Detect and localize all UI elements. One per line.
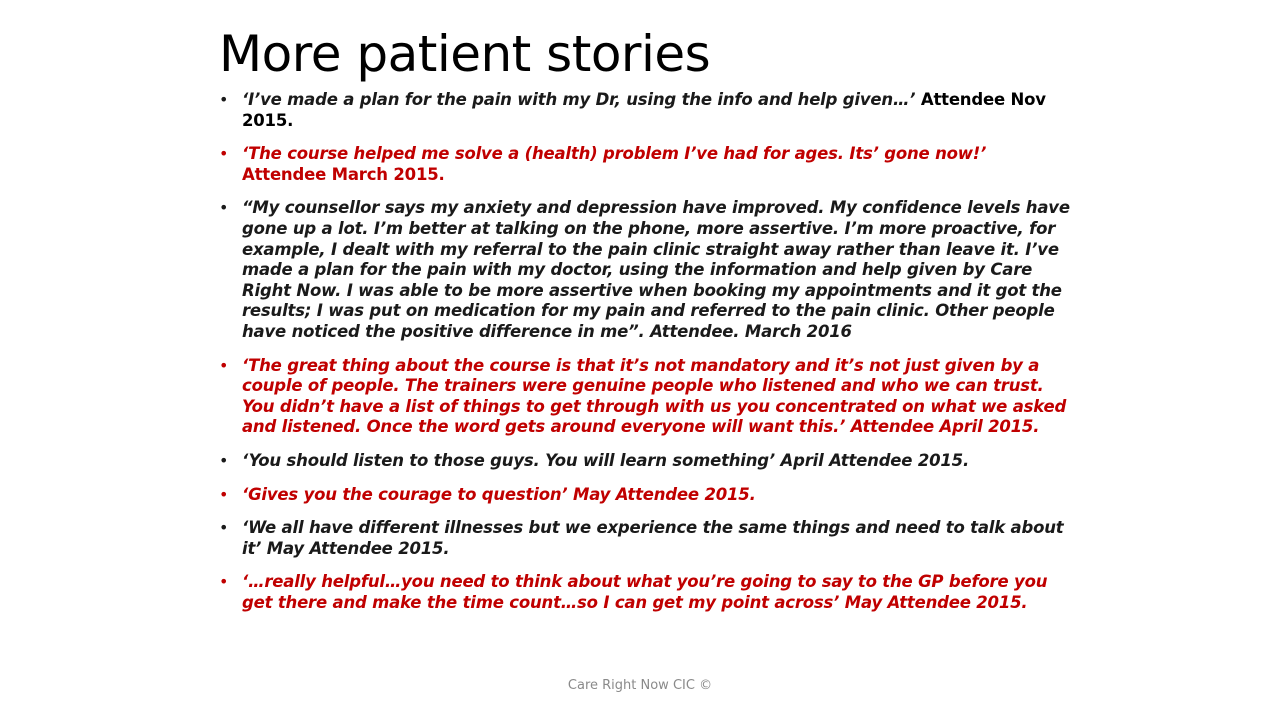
bullet-icon: • [219, 518, 229, 538]
bullet-icon: • [219, 572, 229, 592]
quote-text: ‘We all have different illnesses but we experience the same things and need to talk about it’ May Attendee 2015. [242, 518, 1064, 558]
quote-item-7 [219, 518, 1071, 559]
quote-item-4 [219, 356, 1071, 438]
quote-item-1 [219, 90, 1071, 131]
footer-copyright: Care Right Now CIC © [567, 678, 713, 693]
quote-attribution: Attendee March 2015. [242, 164, 445, 184]
quote-text: “My counsellor says my anxiety and depression have improved. My confidence levels have gone up a lot. I’m better at talking on the phone, more assertive. I’m more proactive, for example, I dealt with my referral to the pain clinic straight away rather than leave it. I’ve made a plan for the pain with my doctor, using the information and help given by Care Right Now. I was able to be more assertive when booking my appointments and it got the results; I was put on medication for my pain and referred to the pain clinic. Other people have noticed the positive difference in me”. Attendee. March 2016 [242, 198, 1070, 341]
quote-item-2 [219, 144, 1071, 185]
bullet-icon: • [219, 90, 229, 109]
quote-attribution: Attendee Nov 2015. [242, 90, 1046, 130]
bullet-icon: • [219, 484, 229, 504]
quote-text: ‘Gives you the courage to question’ May Attendee 2015. [242, 484, 756, 504]
quote-text: ‘The course helped me solve a (health) problem I’ve had for ages. Its’ gone now!’ [242, 144, 987, 164]
bullet-icon: • [219, 355, 229, 375]
bullet-icon: • [219, 144, 229, 164]
quote-text: ‘…really helpful…you need to think about what you’re going to say to the GP before you get there and make the time count…so I can get my point across’ May Attendee 2015. [242, 572, 1048, 612]
slide-title: More patient stories [219, 25, 711, 83]
quote-text: ‘You should listen to those guys. You will learn something’ April Attendee 2015. [242, 450, 970, 470]
bullet-icon: • [219, 198, 229, 218]
quote-item-5 [219, 451, 1071, 472]
bullet-icon: • [219, 450, 229, 470]
quote-list [219, 90, 1071, 626]
quote-item-8 [219, 572, 1071, 613]
quote-item-3 [219, 198, 1071, 342]
quote-item-6 [219, 485, 1071, 506]
quote-text: ‘I’ve made a plan for the pain with my Dr, using the info and help given…’ [242, 90, 916, 109]
quote-text: ‘The great thing about the course is that it’s not mandatory and it’s not just given by a couple of people. The trainers were genuine people who listened and who we can trust. You didn’t have a list of things to get through with us you concentrated on what we asked and listened. Once the word gets around everyone will want this.’ Attendee April 2015. [242, 355, 1067, 437]
